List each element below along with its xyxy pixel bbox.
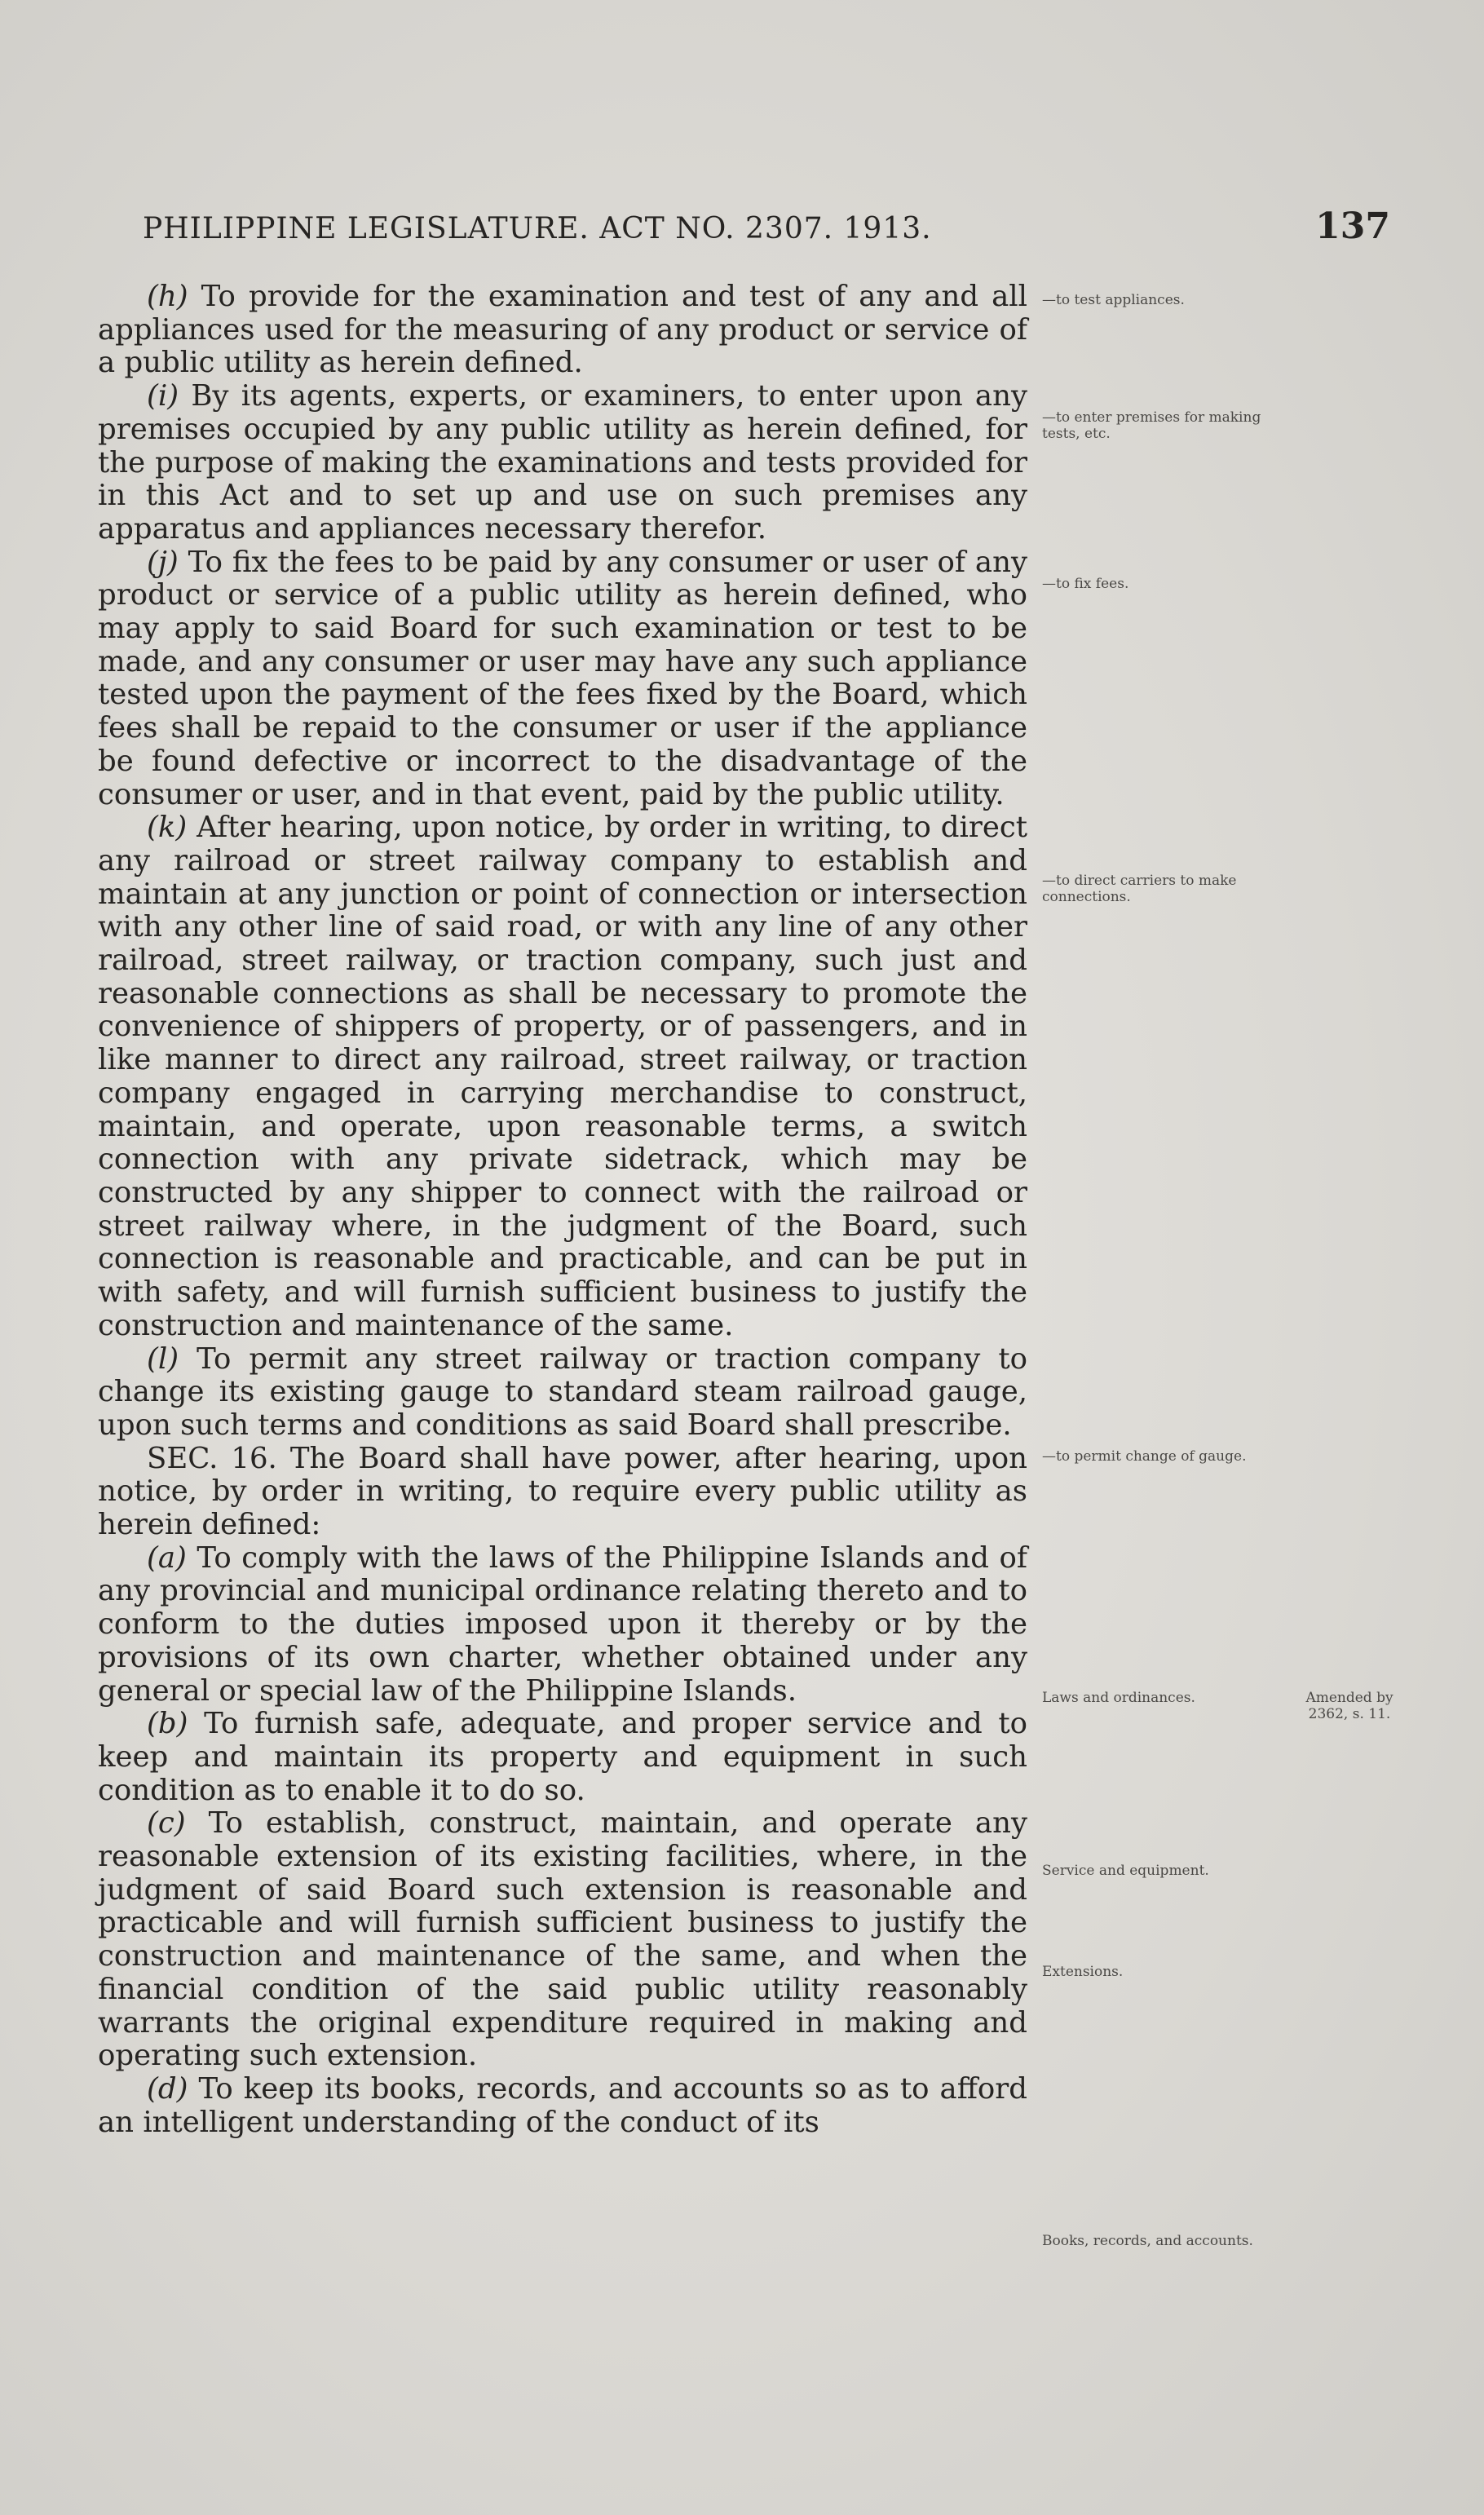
margin-note-extensions: Extensions. [1042, 1964, 1124, 1980]
paragraph-text: To keep its books, records, and accounts so as to afford an intelligent understanding of the conduct of its [98, 2071, 1027, 2139]
page-header [143, 206, 1390, 263]
paragraph-text: The Board shall have power, after hearing, upon notice, by order in writing, to require every public utility as herein defined: [98, 1441, 1027, 1542]
page-number: 137 [1315, 206, 1390, 247]
margin-note-fix-fees: —to fix fees. [1042, 576, 1129, 592]
paragraph-text: By its agents, experts, or examiners, to enter upon any premises occupied by any public utility as herein defined, for the purpose of making the examinations and tests provided for in this Act and to set up and use on such premises any apparatus and appliances necessary therefor. [98, 379, 1027, 546]
paragraph-text: After hearing, upon notice, by order in writing, to direct any railroad or street railway company to establish and maintain at any junction or point of connection or intersection with any other line of said road, or with any line of any other railroad, street railway, or traction company, such just and reasonable connections as shall be necessary to promote the convenience of shippers of property, or of passengers, and in like manner to direct any railroad, street railway, or traction company engaged in carrying merchandise to construct, maintain, and operate, upon reasonable terms, a switch connection with any private sidetrack, which may be constructed by any shipper to connect with the railroad or street railway where, in the judgment of the Board, such connection is reasonable and practicable, and can be put in with safety, and will furnish sufficient business to justify the construction and maintenance of the same. [98, 811, 1027, 1342]
paragraph-l [98, 1343, 1027, 1443]
paragraph-a [98, 1542, 1027, 1708]
paragraph-label: (c) [147, 1806, 186, 1841]
margin-note-direct-carriers: —to direct carriers to make connections. [1042, 873, 1237, 905]
paragraph-label: (j) [147, 545, 179, 579]
section-label: SEC. 16. [147, 1441, 277, 1475]
paragraph-d [98, 2073, 1027, 2139]
margin-note-amended: Amended by 2362, s. 11. [1305, 1690, 1393, 1722]
paragraph-label: (a) [147, 1540, 187, 1575]
margin-note-service-equipment: Service and equipment. [1042, 1863, 1209, 1879]
paragraph-text: To provide for the examination and test of any and all appliances used for the measuring of any product or service of a public utility as herein defined. [98, 280, 1027, 380]
margin-note-books-records: Books, records, and accounts. [1042, 2233, 1253, 2249]
paragraph-c [98, 1807, 1027, 2073]
paragraph-text: To comply with the laws of the Philippine Islands and of any provincial and municipal ordinance relating thereto and to conform to the duties imposed upon it thereby or by the provisions of its own charter, whether obtained under any general or special law of the Philippine Islands. [98, 1540, 1027, 1708]
paragraph-i [98, 380, 1027, 546]
paragraph-label: (h) [147, 280, 188, 313]
paragraph-j [98, 546, 1027, 812]
paragraph-label: (k) [147, 811, 188, 845]
paragraph-label: (i) [147, 379, 179, 413]
paragraph-text: To furnish safe, adequate, and proper service and to keep and maintain its property and equipment in such condition as to enable it to do so. [98, 1707, 1027, 1807]
section-16 [98, 1443, 1027, 1542]
margin-note-enter-premises: —to enter premises for making tests, etc. [1042, 409, 1261, 442]
paragraph-k [98, 811, 1027, 1342]
paragraph-label: (l) [147, 1341, 179, 1376]
margin-note-test-appliances: —to test appliances. [1042, 292, 1185, 308]
margin-note-change-gauge: —to permit change of gauge. [1042, 1448, 1247, 1465]
running-head: PHILIPPINE LEGISLATURE. ACT NO. 2307. 1913. [143, 212, 932, 245]
paragraph-text: To establish, construct, maintain, and operate any reasonable extension of its existing facilities, where, in the judgment of said Board such extension is reasonable and practicable and will furnish sufficient business to justify the construction and maintenance of the same, and when the financial condition of the said public utility reasonably warrants the original expenditure required in making and operating such extension. [98, 1806, 1028, 2073]
margin-note-laws-ordinances: Laws and ordinances. [1042, 1690, 1195, 1706]
paragraph-b [98, 1708, 1027, 1807]
paragraph-label: (d) [147, 2071, 188, 2106]
paragraph-text: To fix the fees to be paid by any consumer or user of any product or service of a public utility as herein defined, who may apply to said Board for such examination or test to be made, and any consumer or user may have any such appliance tested upon the payment of the fees fixed by the Board, which fees shall be repaid to the consumer or user if the appliance be found defective or incorrect to the disadvantage of the consumer or user, and in that event, paid by the public utility. [98, 545, 1028, 811]
paragraph-h [98, 281, 1027, 380]
paragraph-text: To permit any street railway or traction company to change its existing gauge to standard steam railroad gauge, upon such terms and conditions as said Board shall prescribe. [98, 1341, 1027, 1442]
body-text [98, 281, 1027, 2139]
paragraph-label: (b) [147, 1707, 188, 1741]
